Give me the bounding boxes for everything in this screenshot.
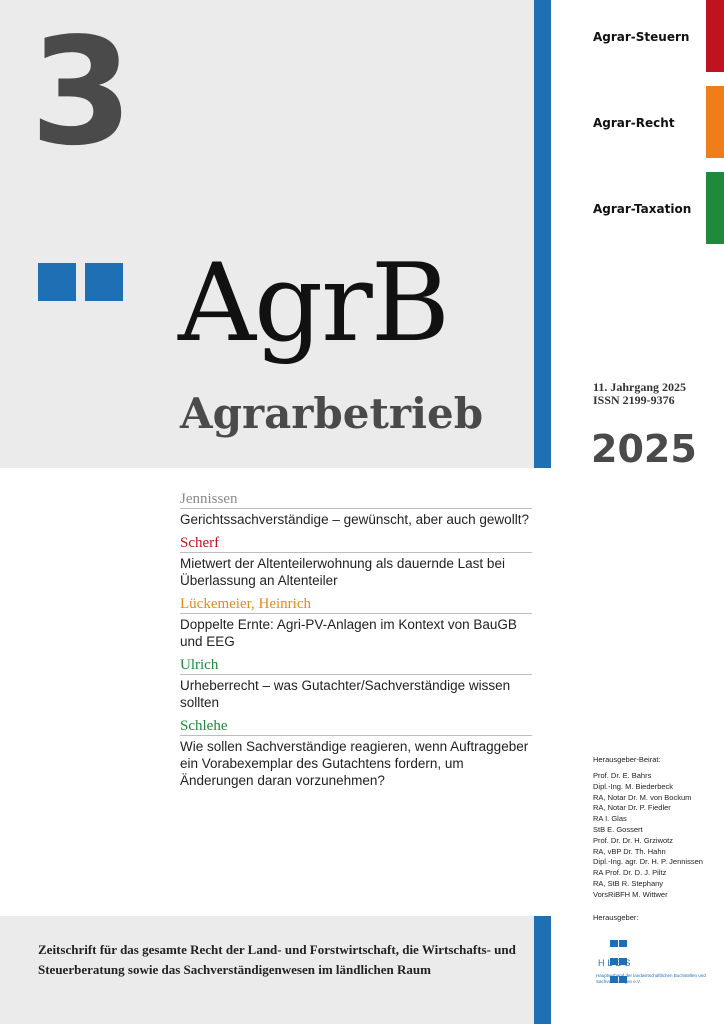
board-member: Prof. Dr. E. Bahrs: [593, 771, 652, 780]
year: 2025: [591, 427, 697, 471]
spine-bar-bottom: [534, 916, 551, 1024]
spine-bar-top: [534, 0, 551, 468]
category-agrar-steuern: Agrar-Steuern: [593, 30, 690, 44]
toc-entry: [180, 490, 532, 528]
toc-author: Ulrich: [180, 656, 532, 675]
toc-author: Scherf: [180, 534, 532, 553]
advisory-board-heading: Herausgeber-Beirat:: [593, 755, 661, 764]
board-member: RA, Notar Dr. P. Fiedler: [593, 803, 671, 813]
toc-author: Schlehe: [180, 717, 532, 736]
volume-line: 11. Jahrgang 2025: [593, 380, 687, 394]
board-member: Dipl.-Ing. agr. Dr. H. P. Jennissen: [593, 857, 703, 867]
toc-title: Mietwert der Altenteilerwohnung als dauernde Last bei Überlassung an Altenteiler: [180, 556, 505, 588]
journal-description: Zeitschrift für das gesamte Recht der Land- und Forstwirtschaft, die Wirtschafts- und Steuerberatung sowie das Sachverständigenwesen im ländlichen Raum: [38, 942, 516, 977]
toc-title: Wie sollen Sachverständige reagieren, wenn Auftraggeber ein Vorabexemplar des Gutachtens fordern, um Änderungen daran vorzunehmen?: [180, 739, 529, 788]
publisher-heading: Herausgeber:: [593, 913, 639, 922]
board-member: RA Prof. Dr. D. J. Piltz: [593, 868, 667, 878]
toc-title: Gerichtssachverständige – gewünscht, aber auch gewollt?: [180, 512, 529, 527]
board-member: RA, Notar Dr. M. von Bockum: [593, 792, 692, 802]
advisory-board-list: [593, 771, 703, 901]
publisher-logo-text: HLBS: [598, 958, 634, 968]
category-bar-steuern: [706, 0, 724, 72]
journal-full-title: Agrarbetrieb: [180, 389, 484, 438]
issn-line: ISSN 2199-9376: [593, 393, 675, 407]
journal-short-title: AgrB: [178, 241, 449, 366]
toc-entry: [180, 595, 532, 650]
category-agrar-taxation: Agrar-Taxation: [593, 202, 692, 216]
toc-entry: [180, 717, 532, 789]
board-member: Prof. Dr. Dr. H. Grziwotz: [593, 835, 674, 845]
board-member: RA, StB R. Stephany: [593, 878, 664, 888]
toc-entry: [180, 656, 532, 711]
category-agrar-recht: Agrar-Recht: [593, 116, 675, 130]
toc-author: Jennissen: [180, 490, 532, 509]
toc-title: Doppelte Ernte: Agri-PV-Anlagen im Kontext von BauGB und EEG: [180, 617, 517, 649]
board-member: VorsRiBFH M. Wittwer: [593, 889, 668, 899]
board-member: RA, vBP Dr. Th. Hahn: [593, 846, 666, 856]
toc-author: Lückemeier, Heinrich: [180, 595, 532, 614]
decor-square-2: [85, 263, 123, 301]
category-bar-recht: [706, 86, 724, 158]
publisher-logo-subtext: Hauptverband der landwirtschaftlichen Buchstellen und Sachverständigen e.V.: [596, 973, 706, 984]
issue-number: 3: [30, 6, 129, 178]
toc-title: Urheberrecht – was Gutachter/Sachverständige wissen sollten: [180, 678, 511, 710]
category-bar-taxation: [706, 172, 724, 244]
board-member: Dipl.-Ing. M. Biederbeck: [593, 781, 674, 791]
toc-entry: [180, 534, 532, 589]
board-member: StB E. Gossert: [593, 824, 643, 834]
decor-square-1: [38, 263, 76, 301]
table-of-contents: [180, 490, 532, 795]
board-member: RA I. Glas: [593, 814, 627, 824]
